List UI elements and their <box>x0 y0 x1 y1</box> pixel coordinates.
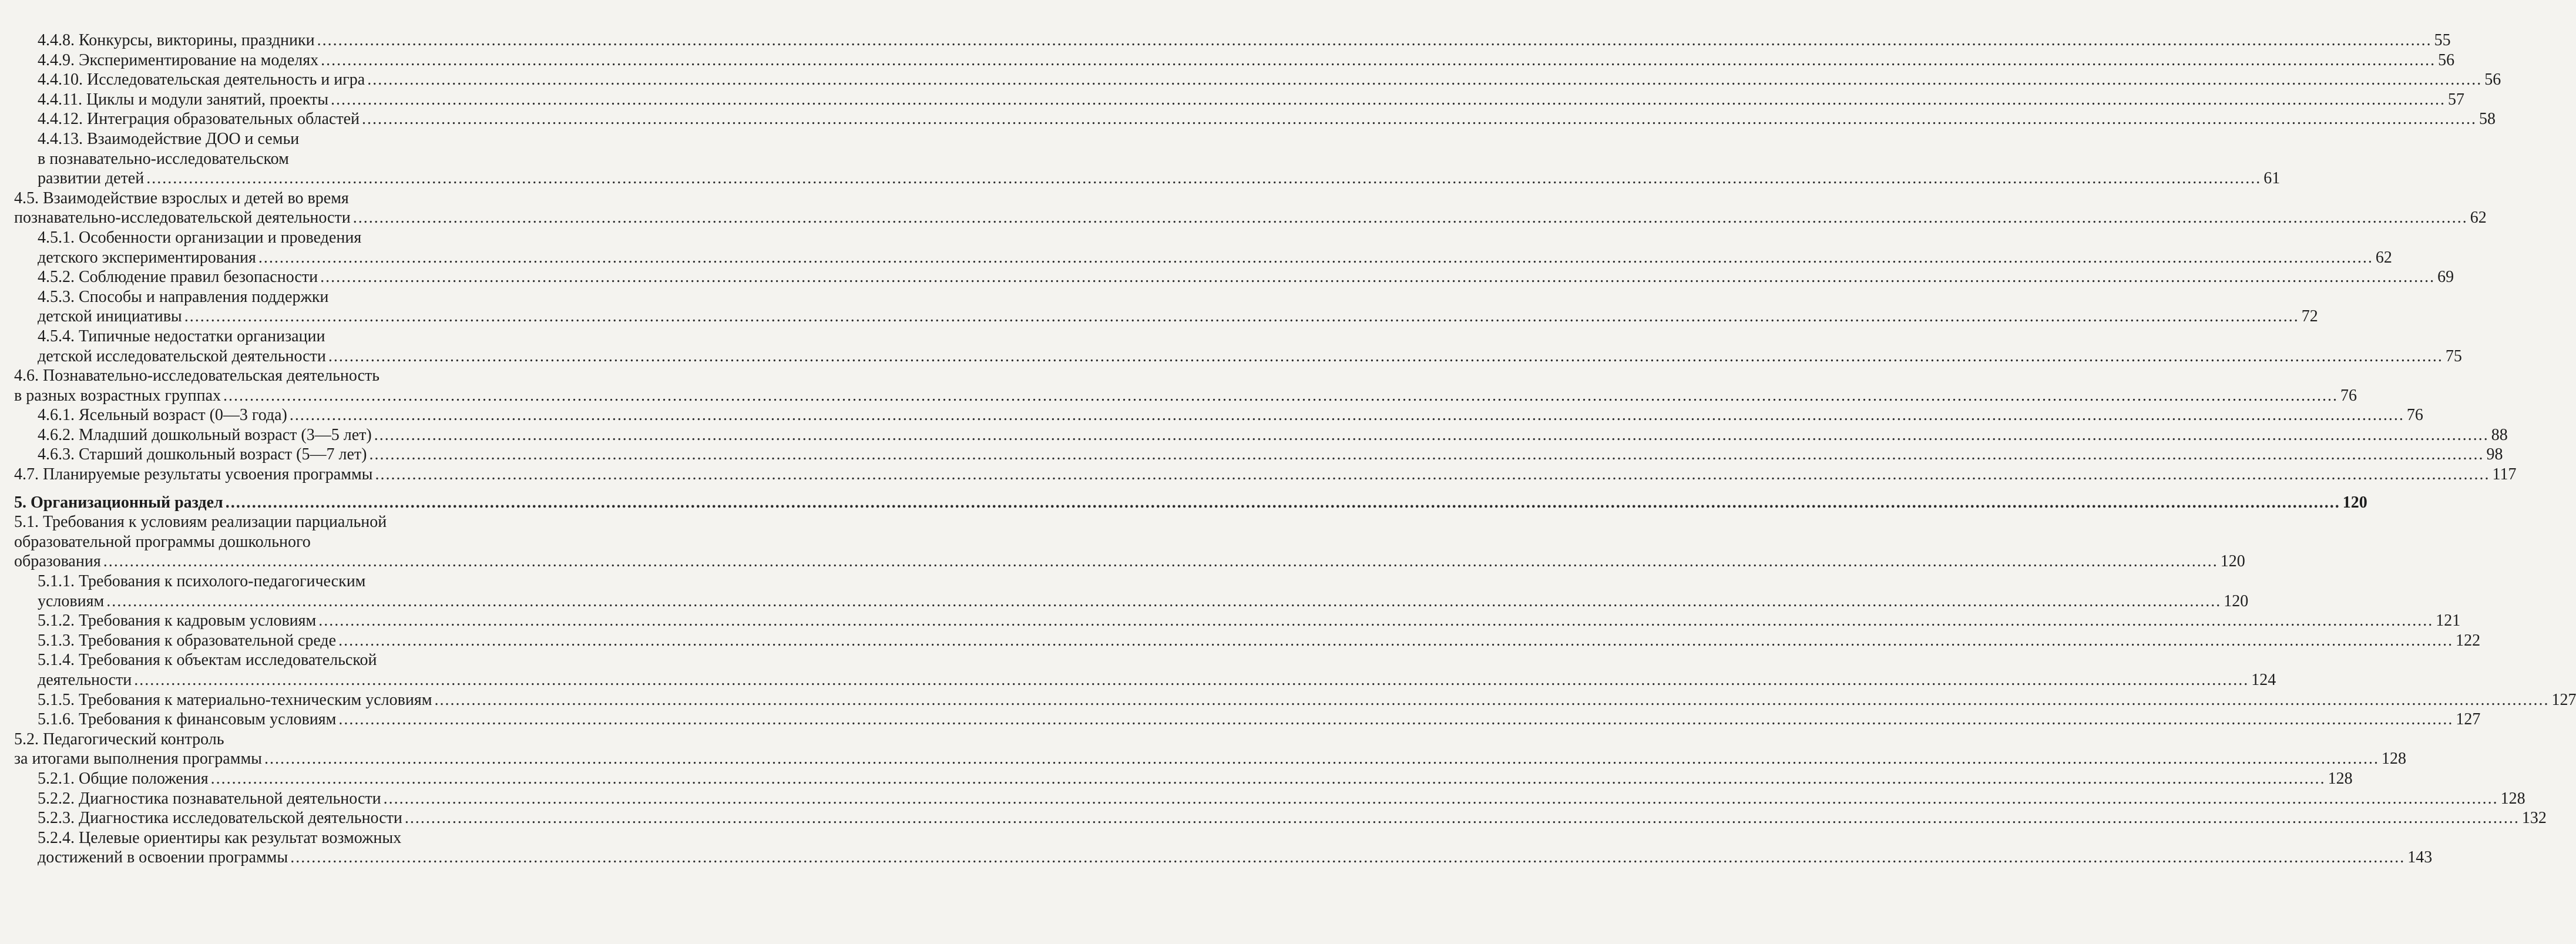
toc-page-number: 120 <box>2224 592 2249 610</box>
toc-entry-line <box>14 169 2281 189</box>
toc-entry-title: за итогами выполнения программы <box>14 750 262 768</box>
toc-entry-line <box>14 572 531 592</box>
toc-entry-title: детского экспериментирования <box>38 248 256 267</box>
dot-leader: ................................................................................................................................................................................................................................................................................................................................................................................................................ <box>367 70 2483 89</box>
toc-entry-line <box>14 51 2455 70</box>
toc-page-number: 57 <box>2448 90 2465 109</box>
toc-entry-line <box>14 90 2465 110</box>
toc-entry-line <box>14 710 2481 730</box>
toc-entry-title: 5.1.5. Требования к материально-техническим условиям <box>38 690 432 709</box>
toc-entry-title: 4.6. Познавательно-исследовательская деятельность <box>14 367 380 385</box>
toc-page-number: 117 <box>2492 465 2517 484</box>
toc-page-number: 124 <box>2251 671 2276 689</box>
toc-page-number: 88 <box>2491 425 2508 444</box>
toc-page-number: 120 <box>2220 552 2245 571</box>
toc-page-number: 69 <box>2437 268 2454 287</box>
toc-page-number: 143 <box>2407 848 2433 867</box>
toc-entry-title: 5.2.2. Диагностика познавательной деятельности <box>38 789 381 808</box>
toc-page-number: 61 <box>2263 169 2281 188</box>
toc-entry-line <box>14 789 2525 809</box>
toc-entry-title: детской инициативы <box>38 307 182 326</box>
dot-leader: ................................................................................................................................................................................................................................................................................................................................................................................................................ <box>338 631 2454 650</box>
toc-entry-title: 5.2.4. Целевые ориентиры как результат возможных <box>38 828 402 847</box>
dot-leader: ................................................................................................................................................................................................................................................................................................................................................................................................................ <box>106 592 2222 610</box>
toc-entry-title: условиям <box>38 592 105 610</box>
toc-page-number: 98 <box>2486 445 2503 464</box>
toc-entry-line <box>14 512 531 532</box>
toc-entry-title: детской исследовательской деятельности <box>38 347 326 365</box>
toc-entry-line <box>14 31 2451 51</box>
dot-leader: ................................................................................................................................................................................................................................................................................................................................................................................................................ <box>223 386 2338 405</box>
toc-entry-title: 4.4.12. Интеграция образовательных областей <box>38 110 360 129</box>
toc-entry-line <box>14 730 531 750</box>
dot-leader: ................................................................................................................................................................................................................................................................................................................................................................................................................ <box>258 248 2373 267</box>
toc-entry-line <box>14 769 2353 789</box>
toc-entry-line <box>14 465 2517 485</box>
toc-entry-title: 4.4.11. Циклы и модули занятий, проекты <box>38 90 329 109</box>
toc-entry-title: 5.1.1. Требования к психолого-педагогическим <box>38 572 366 591</box>
toc-page-number: 128 <box>2500 789 2525 808</box>
toc-entry-title: 4.6.2. Младший дошкольный возраст (3—5 лет) <box>38 425 372 444</box>
toc-entry-line <box>14 532 531 552</box>
dot-leader: ................................................................................................................................................................................................................................................................................................................................................................................................................ <box>184 307 2299 326</box>
toc-page-number: 75 <box>2445 347 2462 365</box>
toc-entry-title: 5.2. Педагогический контроль <box>14 730 224 748</box>
toc-entry-title: 4.4.10. Исследовательская деятельность и игра <box>38 70 365 89</box>
toc-entry-line <box>14 327 531 347</box>
toc-entry-title: развитии детей <box>38 169 145 188</box>
dot-leader: ................................................................................................................................................................................................................................................................................................................................................................................................................ <box>289 406 2404 425</box>
toc-entry-title: достижений в освоении программы <box>38 848 288 867</box>
toc-entry-line <box>14 611 2461 631</box>
dot-leader: ................................................................................................................................................................................................................................................................................................................................................................................................................ <box>369 445 2484 464</box>
toc-entry-line <box>14 189 531 209</box>
toc-entry-line <box>14 109 2496 129</box>
toc-entry-line <box>14 307 2318 327</box>
toc-entry-line <box>14 749 2406 769</box>
dot-leader: ................................................................................................................................................................................................................................................................................................................................................................................................................ <box>134 671 2249 689</box>
toc-entry-title: 4.4.13. Взаимодействие ДОО и семьи <box>38 129 300 148</box>
toc-entry-title: 4.4.8. Конкурсы, викторины, праздники <box>38 31 315 49</box>
toc-page-number: 76 <box>2340 386 2357 405</box>
dot-leader: ................................................................................................................................................................................................................................................................................................................................................................................................................ <box>361 110 2477 129</box>
toc-page-number: 76 <box>2406 406 2423 425</box>
dot-leader: ................................................................................................................................................................................................................................................................................................................................................................................................................ <box>264 750 2379 768</box>
toc-entry-title: 5.2.1. Общие положения <box>38 769 209 788</box>
dot-leader: ................................................................................................................................................................................................................................................................................................................................................................................................................ <box>331 90 2446 109</box>
toc-page-number: 56 <box>2438 51 2455 69</box>
toc-entry-line <box>14 828 531 848</box>
dot-leader: ................................................................................................................................................................................................................................................................................................................................................................................................................ <box>374 425 2489 444</box>
dot-leader: ................................................................................................................................................................................................................................................................................................................................................................................................................ <box>328 347 2443 365</box>
toc-page-number: 72 <box>2301 307 2318 326</box>
toc-page-number: 55 <box>2434 31 2451 49</box>
toc-entry-line <box>14 493 2367 513</box>
toc-entry-title: 4.4.9. Экспериментирование на моделях <box>38 51 319 69</box>
dot-leader: ................................................................................................................................................................................................................................................................................................................................................................................................................ <box>375 465 2490 484</box>
toc-entry-title: 4.5.4. Типичные недостатки организации <box>38 327 325 345</box>
toc-entry-line <box>14 848 2433 868</box>
dot-leader: ................................................................................................................................................................................................................................................................................................................................................................................................................ <box>103 552 2218 571</box>
dot-leader: ................................................................................................................................................................................................................................................................................................................................................................................................................ <box>146 169 2262 188</box>
toc-page-number: 127 <box>2456 710 2481 729</box>
toc-entry-line <box>14 267 2454 287</box>
toc-entry-line <box>14 445 2503 465</box>
toc-entry-line <box>14 70 2501 90</box>
toc-entry-title: образовательной программы дошкольного <box>14 532 311 551</box>
toc-entry-line <box>14 808 2547 828</box>
toc-entry-line <box>14 208 2487 228</box>
dot-leader: ................................................................................................................................................................................................................................................................................................................................................................................................................ <box>352 209 2468 227</box>
toc-entry-title: 4.7. Планируемые результаты усвоения программы <box>14 465 373 484</box>
dot-leader: ................................................................................................................................................................................................................................................................................................................................................................................................................ <box>320 268 2436 287</box>
toc-page-number: 132 <box>2521 809 2547 828</box>
toc-entry-title: 5.1.3. Требования к образовательной среде <box>38 631 337 650</box>
toc-entry-title: 5.1. Требования к условиям реализации парциальной <box>14 513 387 532</box>
toc-entry-title: 4.5. Взаимодействие взрослых и детей во время <box>14 189 349 207</box>
toc-entry-line <box>14 425 2508 445</box>
dot-leader: ................................................................................................................................................................................................................................................................................................................................................................................................................ <box>317 31 2432 49</box>
toc-entry-title: 4.6.3. Старший дошкольный возраст (5—7 лет) <box>38 445 367 464</box>
dot-leader: ................................................................................................................................................................................................................................................................................................................................................................................................................ <box>321 51 2436 69</box>
toc-page-number: 122 <box>2456 631 2481 650</box>
dot-leader: ................................................................................................................................................................................................................................................................................................................................................................................................................ <box>318 612 2434 630</box>
toc-entry-line <box>14 405 2423 425</box>
toc-page-number: 121 <box>2436 612 2461 630</box>
toc-entry-line <box>14 592 2249 612</box>
toc-page-number: 120 <box>2342 493 2367 512</box>
toc-entry-title: 5. Организационный раздел <box>14 493 223 512</box>
toc-page-number: 62 <box>2375 248 2392 267</box>
dot-leader: ................................................................................................................................................................................................................................................................................................................................................................................................................ <box>210 769 2326 788</box>
toc-entry-line <box>14 670 2276 690</box>
toc-page-number: 128 <box>2381 750 2406 768</box>
toc-entry-title: 5.2.3. Диагностика исследовательской деятельности <box>38 809 402 828</box>
toc-entry-title: 4.6.1. Ясельный возраст (0—3 года) <box>38 406 287 425</box>
toc-entry-line <box>14 228 531 248</box>
dot-leader: ................................................................................................................................................................................................................................................................................................................................................................................................................ <box>290 848 2406 867</box>
dot-leader: ................................................................................................................................................................................................................................................................................................................................................................................................................ <box>434 690 2550 709</box>
toc-page-number: 128 <box>2328 769 2353 788</box>
toc-entry-line <box>14 149 531 169</box>
toc-entry-title: образования <box>14 552 101 571</box>
toc-entry-line <box>14 366 531 386</box>
toc-entry-title: 5.1.4. Требования к объектам исследовательской <box>38 651 377 670</box>
toc-entry-title: 5.1.6. Требования к финансовым условиям <box>38 710 337 729</box>
dot-leader: ................................................................................................................................................................................................................................................................................................................................................................................................................ <box>404 809 2520 828</box>
table-of-contents <box>14 31 2576 868</box>
toc-entry-title: 5.1.2. Требования к кадровым условиям <box>38 612 317 630</box>
toc-entry-line <box>14 552 2245 572</box>
toc-entry-line <box>14 650 531 670</box>
toc-entry-line <box>14 631 2481 651</box>
toc-entry-line <box>14 347 2462 367</box>
toc-entry-title: познавательно-исследовательской деятельности <box>14 209 351 227</box>
toc-entry-line <box>14 386 2357 406</box>
toc-page-number: 127 <box>2551 690 2576 709</box>
toc-entry-line <box>14 129 531 149</box>
toc-entry-title: 4.5.1. Особенности организации и проведения <box>38 228 362 247</box>
toc-entry-title: в разных возрастных группах <box>14 386 221 405</box>
toc-entry-line <box>14 248 2392 268</box>
toc-page-number: 62 <box>2470 209 2487 227</box>
toc-entry-title: 4.5.3. Способы и направления поддержки <box>38 287 329 306</box>
toc-entry-title: деятельности <box>38 671 132 689</box>
dot-leader: ................................................................................................................................................................................................................................................................................................................................................................................................................ <box>383 789 2498 808</box>
toc-page-number: 56 <box>2484 70 2501 89</box>
toc-entry-title: в познавательно-исследовательском <box>38 149 289 168</box>
dot-leader: ................................................................................................................................................................................................................................................................................................................................................................................................................ <box>338 710 2454 729</box>
toc-page-number: 58 <box>2478 110 2496 129</box>
toc-entry-title: 4.5.2. Соблюдение правил безопасности <box>38 268 318 287</box>
toc-entry-line <box>14 690 2576 710</box>
dot-leader: ................................................................................................................................................................................................................................................................................................................................................................................................................ <box>225 493 2340 512</box>
toc-entry-line <box>14 287 531 307</box>
